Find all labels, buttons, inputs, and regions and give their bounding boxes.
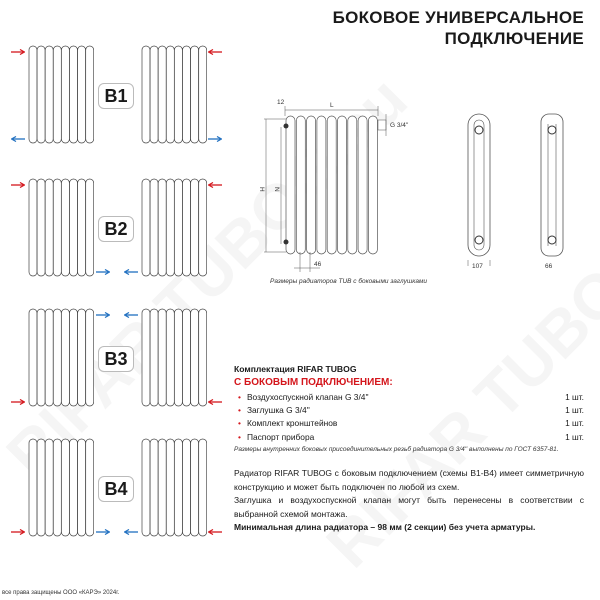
radiator-diagram — [141, 308, 207, 408]
scheme-label: B3 — [98, 346, 134, 372]
radiator-section — [78, 309, 86, 406]
radiator-section — [307, 116, 316, 254]
radiator-section — [174, 179, 182, 276]
radiator-section — [61, 439, 69, 536]
radiator-section — [358, 116, 367, 254]
title-line: ПОДКЛЮЧЕНИЕ — [444, 29, 584, 48]
radiator-section — [191, 46, 199, 143]
kit-item — [234, 403, 584, 416]
radiator-section — [183, 46, 191, 143]
kit-subheading: С БОКОВЫМ ПОДКЛЮЧЕНИЕМ: — [234, 377, 393, 388]
supply-arrow-icon — [208, 49, 222, 55]
radiator-section — [70, 179, 78, 276]
radiator-section — [191, 309, 199, 406]
radiator-section — [86, 179, 94, 276]
copyright-footer: все права защищены ООО «КАРЭ» 2024г. — [2, 590, 120, 596]
radiator-section — [86, 46, 94, 143]
kit-item-name: Заглушка G 3/4'' — [246, 404, 310, 415]
radiator-section — [142, 309, 150, 406]
radiator-section — [29, 46, 37, 143]
kit-item-name: Воздухоспускной клапан G 3/4'' — [246, 391, 369, 402]
bullet-icon: • — [238, 418, 241, 429]
radiator-section — [183, 439, 191, 536]
kit-item-qty: 1 шт. — [565, 404, 584, 415]
radiator-section — [368, 116, 377, 254]
radiator-section — [78, 439, 86, 536]
kit-item — [234, 390, 584, 403]
dimension-caption: Размеры радиаторов TUB с боковыми заглушками — [270, 278, 428, 285]
radiator-section — [37, 309, 45, 406]
dim-front-width: 107 — [472, 263, 483, 270]
description-paragraph: Радиатор RIFAR TUBOG с боковым подключением (схемы B1-B4) имеет симметричную конструкцию и может быть подключен по любой из схем. — [234, 468, 584, 492]
kit-item-name: Паспорт прибора — [246, 431, 315, 442]
radiator-section — [327, 116, 336, 254]
radiator-section — [37, 439, 45, 536]
radiator-section — [166, 179, 174, 276]
description-emphasis: Минимальная длина радиатора – 98 мм (2 секции) без учета арматуры. — [234, 522, 536, 533]
return-arrow-icon — [11, 136, 25, 142]
return-arrow-icon — [208, 136, 222, 142]
supply-arrow-icon — [11, 399, 25, 405]
supply-arrow-icon — [11, 182, 25, 188]
kit-item-qty: 1 шт. — [565, 431, 584, 442]
dim-length: L — [330, 102, 334, 109]
radiator-section — [70, 439, 78, 536]
front-view-drawing — [460, 110, 500, 270]
bullet-icon: • — [238, 431, 241, 442]
radiator-section — [86, 439, 94, 536]
dim-axis: N — [273, 187, 280, 192]
radiator-section — [296, 116, 305, 254]
radiator-section — [45, 179, 53, 276]
title-line: БОКОВОЕ УНИВЕРСАЛЬНОЕ — [332, 8, 584, 27]
scheme-label: B1 — [98, 83, 134, 109]
supply-arrow-icon — [208, 182, 222, 188]
kit-note: Размеры внутренних боковых присоединительных резьб радиатора G 3/4'' выполнены по ГОСТ 6357-81. — [234, 446, 559, 454]
dim-pitch: 46 — [314, 261, 322, 268]
bullet-icon: • — [238, 391, 241, 402]
radiator-section — [166, 46, 174, 143]
radiator-section — [61, 309, 69, 406]
radiator-section — [150, 46, 158, 143]
radiator-section — [142, 439, 150, 536]
supply-arrow-icon — [208, 399, 222, 405]
radiator-section — [317, 116, 326, 254]
radiator-diagram — [141, 45, 207, 145]
dim-offset: 12 — [277, 99, 285, 106]
supply-arrow-icon — [11, 49, 25, 55]
scheme-label: B2 — [98, 216, 134, 242]
radiator-section — [348, 116, 357, 254]
supply-arrow-icon — [11, 529, 25, 535]
kit-item-qty: 1 шт. — [565, 391, 584, 402]
radiator-diagram — [141, 438, 207, 538]
kit-heading: Комплектация RIFAR TUBOG — [234, 364, 357, 374]
radiator-section — [53, 439, 61, 536]
kit-item — [234, 417, 584, 430]
return-arrow-icon — [124, 529, 138, 535]
radiator-section — [166, 309, 174, 406]
radiator-section — [29, 439, 37, 536]
radiator-section — [199, 179, 207, 276]
radiator-section — [150, 309, 158, 406]
return-arrow-icon — [96, 269, 110, 275]
radiator-section — [61, 179, 69, 276]
radiator-section — [166, 439, 174, 536]
page-title — [333, 7, 584, 49]
dimension-drawing — [250, 92, 450, 292]
radiator-section — [29, 309, 37, 406]
radiator-diagram — [28, 438, 94, 538]
radiator-section — [37, 46, 45, 143]
radiator-section — [70, 46, 78, 143]
radiator-section — [174, 46, 182, 143]
dim-side-width: 66 — [545, 263, 553, 270]
radiator-diagram — [28, 178, 94, 278]
radiator-diagram — [28, 308, 94, 408]
radiator-section — [338, 116, 347, 254]
radiator-section — [45, 46, 53, 143]
radiator-section — [150, 439, 158, 536]
radiator-section — [174, 309, 182, 406]
radiator-diagram — [141, 178, 207, 278]
radiator-section — [78, 179, 86, 276]
radiator-section — [199, 309, 207, 406]
side-view-drawing — [535, 110, 575, 270]
radiator-section — [158, 46, 166, 143]
scheme-label: B4 — [98, 476, 134, 502]
radiator-section — [191, 439, 199, 536]
radiator-section — [199, 46, 207, 143]
radiator-section — [191, 179, 199, 276]
radiator-section — [45, 439, 53, 536]
radiator-section — [86, 309, 94, 406]
dim-thread: G 3/4'' — [390, 122, 409, 129]
radiator-section — [53, 309, 61, 406]
return-arrow-icon — [124, 269, 138, 275]
radiator-section — [158, 439, 166, 536]
radiator-diagram — [28, 45, 94, 145]
kit-item-name: Комплект кронштейнов — [246, 418, 338, 429]
description — [234, 467, 584, 535]
radiator-section — [183, 179, 191, 276]
bullet-icon: • — [238, 404, 241, 415]
description-paragraph: Заглушка и воздухоспускной клапан могут быть перенесены в соответствии с выбранной схемой монтажа. — [234, 495, 584, 519]
radiator-section — [78, 46, 86, 143]
radiator-section — [158, 309, 166, 406]
kit-item — [234, 430, 584, 443]
radiator-section — [142, 46, 150, 143]
radiator-section — [150, 179, 158, 276]
radiator-section — [158, 179, 166, 276]
radiator-section — [183, 309, 191, 406]
dim-height: H — [258, 187, 265, 192]
return-arrow-icon — [96, 312, 110, 318]
radiator-section — [29, 179, 37, 276]
radiator-section — [53, 46, 61, 143]
supply-arrow-icon — [208, 529, 222, 535]
radiator-section — [142, 179, 150, 276]
radiator-section — [199, 439, 207, 536]
radiator-section — [37, 179, 45, 276]
radiator-section — [286, 116, 295, 254]
radiator-section — [61, 46, 69, 143]
radiator-section — [45, 309, 53, 406]
return-arrow-icon — [96, 529, 110, 535]
radiator-section — [174, 439, 182, 536]
return-arrow-icon — [124, 312, 138, 318]
kit-section — [234, 364, 584, 453]
kit-item-qty: 1 шт. — [565, 418, 584, 429]
radiator-section — [53, 179, 61, 276]
radiator-section — [70, 309, 78, 406]
